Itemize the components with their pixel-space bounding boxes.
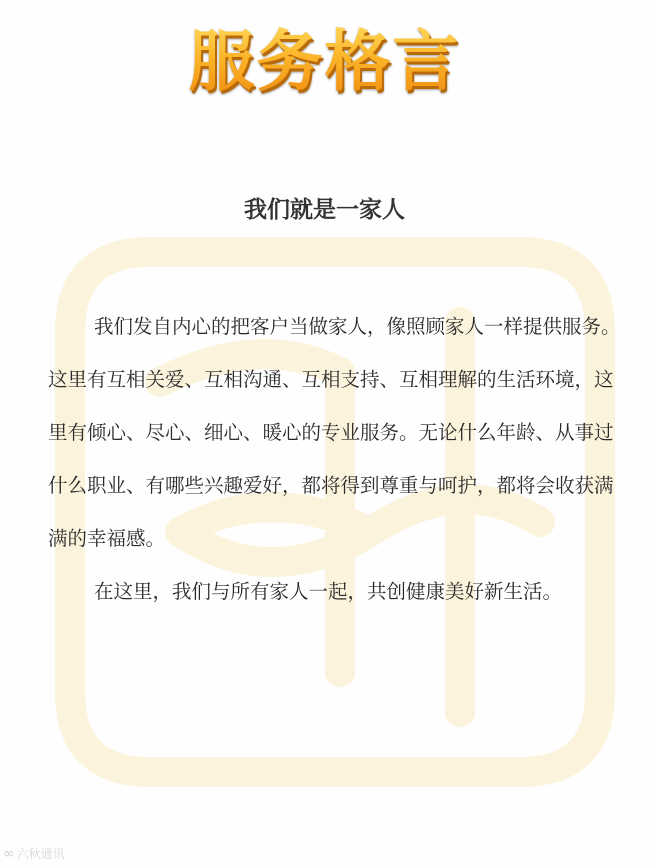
page-title: 服务格言 — [0, 22, 649, 102]
brand-logo-text: 六秋通讯 — [16, 847, 65, 861]
source-logo — [3, 845, 65, 862]
article-subtitle: 我们就是一家人 — [244, 197, 405, 223]
paragraph: 在这里，我们与所有家人一起，共创健康美好新生活。 — [94, 580, 563, 603]
article-body — [48, 300, 628, 618]
brand-logo-icon: ∞ — [3, 846, 15, 862]
paragraph: 我们发自内心的把客户当做家人，像照顾家人一样提供服务。这里有互相关爱、互相沟通、互相支持、互相理解的生活环境，这里有倾心、尽心、细心、暖心的专业服务。无论什么年龄、从事过什么职业、有哪些兴趣爱好，都将得到尊重与呵护，都将会收获满满的幸福感。 — [48, 315, 621, 550]
